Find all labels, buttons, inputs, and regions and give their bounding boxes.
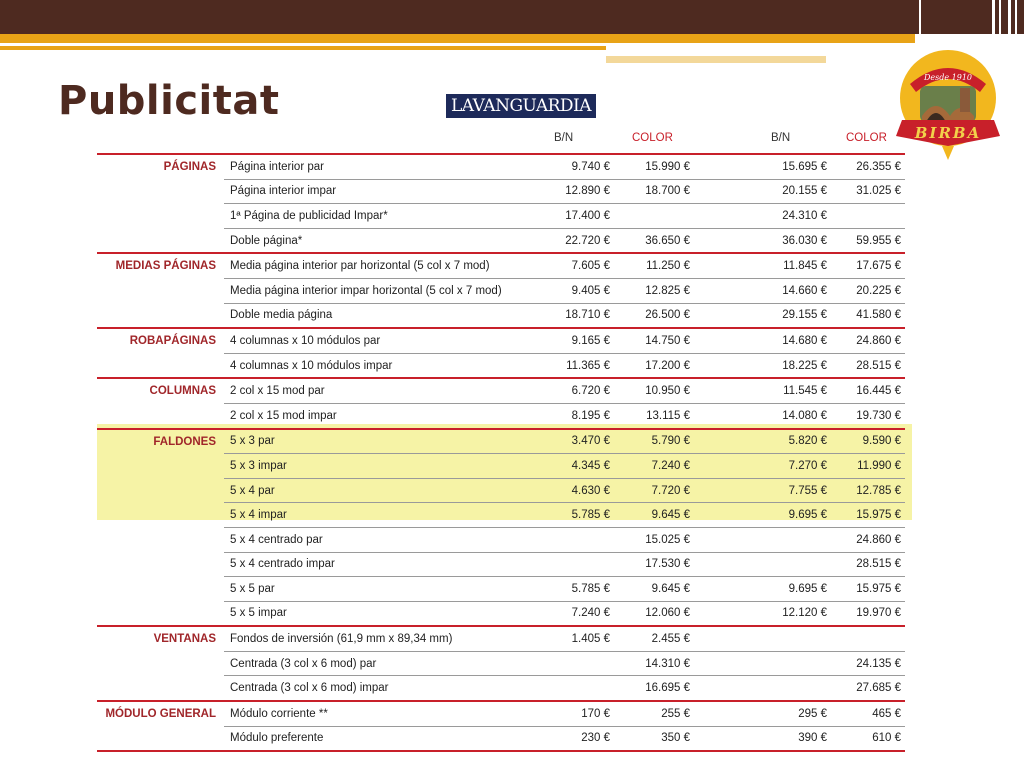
price-bn-1: 230 € (528, 726, 610, 751)
price-color-2: 19.970 € (856, 607, 901, 620)
row-description: Módulo corriente ** (224, 701, 528, 726)
col-header-bn-2: B/N (771, 132, 791, 144)
category-label (97, 278, 224, 303)
category-label: PÁGINAS (97, 154, 224, 179)
category-label (97, 577, 224, 602)
table-row (97, 726, 905, 751)
price-bn-1: 4.345 € (528, 454, 610, 479)
table-row (97, 429, 905, 454)
price-bn-1: 1.405 € (528, 626, 610, 651)
price-bn-2: 12.120 € (782, 607, 827, 620)
price-color-2: 24.860 € (827, 328, 905, 353)
col-header-color-2: COLOR (846, 132, 887, 144)
table-row (97, 478, 905, 503)
price-bn-2: 9.695 € (690, 503, 827, 528)
row-description: 5 x 5 par (224, 577, 528, 602)
price-color-1: 7.240 € (610, 454, 690, 479)
price-bn-2: 14.680 € (690, 328, 827, 353)
price-color-2: 12.785 € (827, 478, 905, 503)
price-bn-2: 9.695 € (690, 577, 827, 602)
price-bn-2: 14.660 € (690, 278, 827, 303)
price-bn-1: 9.165 € (528, 328, 610, 353)
price-bn-2: 390 € (690, 726, 827, 751)
col-header-color-1: COLOR (632, 132, 673, 144)
row-description: 2 col x 15 mod par (224, 378, 528, 403)
category-label: MÓDULO GENERAL (97, 701, 224, 726)
row-description: Doble media página (230, 309, 333, 322)
la-vanguardia-logo: LAVANGUARDIA (446, 94, 596, 118)
price-bn-1: 17.400 € (528, 204, 610, 229)
price-color-2: 16.445 € (827, 378, 905, 403)
row-description: Fondos de inversión (61,9 mm x 89,34 mm) (224, 626, 528, 651)
row-description: Página interior impar (224, 179, 528, 204)
price-bn-2: 29.155 € (782, 309, 827, 322)
row-description: Doble página* (230, 234, 303, 247)
category-label (97, 651, 224, 676)
price-bn-1: 22.720 € (565, 234, 610, 247)
price-color-1: 9.645 € (610, 503, 690, 528)
category-label (97, 527, 224, 552)
table-row (97, 403, 905, 428)
header-gold-stripe (0, 34, 915, 43)
category-label: COLUMNAS (97, 378, 224, 403)
price-bn-2: 11.845 € (690, 253, 827, 278)
category-label: VENTANAS (97, 626, 224, 651)
price-bn-1: 7.605 € (528, 253, 610, 278)
col-header-bn-1: B/N (554, 132, 574, 144)
price-color-2: 28.515 € (856, 359, 901, 372)
category-label (97, 403, 224, 428)
price-color-2: 24.135 € (827, 651, 905, 676)
price-color-2: 26.355 € (827, 154, 905, 179)
row-description: 5 x 3 impar (224, 454, 528, 479)
price-color-2: 27.685 € (856, 682, 901, 695)
table-row (97, 701, 905, 726)
price-bn-1 (528, 651, 610, 676)
price-bn-1: 9.740 € (528, 154, 610, 179)
row-description: Centrada (3 col x 6 mod) impar (230, 682, 389, 695)
category-label (97, 303, 224, 328)
header-gold-line (0, 46, 606, 50)
table-row (97, 378, 905, 403)
price-color-1: 16.695 € (645, 682, 690, 695)
price-bn-1: 7.240 € (571, 607, 610, 620)
price-bn-2: 7.755 € (690, 478, 827, 503)
price-color-2 (827, 204, 905, 229)
table-row (97, 278, 905, 303)
price-color-1: 7.720 € (610, 478, 690, 503)
table-row (97, 353, 905, 378)
category-label (97, 478, 224, 503)
price-color-2: 610 € (827, 726, 905, 751)
category-label: ROBAPÁGINAS (97, 328, 224, 353)
price-bn-2: 5.820 € (690, 429, 827, 454)
price-color-2: 59.955 € (856, 234, 901, 247)
row-description: 5 x 4 par (224, 478, 528, 503)
price-bn-2: 24.310 € (690, 204, 827, 229)
price-bn-2: 11.545 € (690, 378, 827, 403)
row-description: 5 x 4 centrado par (224, 527, 528, 552)
price-color-1: 2.455 € (610, 626, 690, 651)
price-color-2: 19.730 € (856, 409, 901, 422)
price-bn-1 (528, 676, 610, 701)
price-color-1: 255 € (610, 701, 690, 726)
header-pale-line (606, 56, 826, 63)
category-label (97, 454, 224, 479)
price-color-2: 15.975 € (827, 577, 905, 602)
category-label (97, 601, 224, 626)
price-bn-1: 11.365 € (566, 359, 610, 372)
price-bn-1: 8.195 € (571, 409, 610, 422)
price-color-2: 24.860 € (827, 527, 905, 552)
table-row (97, 601, 905, 626)
price-bn-2: 18.225 € (782, 359, 827, 372)
row-description: 4 columnas x 10 módulos par (224, 328, 528, 353)
price-bn-1: 3.470 € (528, 429, 610, 454)
price-color-2: 20.225 € (827, 278, 905, 303)
price-bn-1: 170 € (528, 701, 610, 726)
table-row (97, 303, 905, 328)
category-label (97, 228, 224, 253)
price-bn-2: 15.695 € (690, 154, 827, 179)
price-color-2 (827, 626, 905, 651)
slide-title: Publicitat (58, 78, 280, 124)
category-label (97, 204, 224, 229)
row-description: 5 x 4 impar (224, 503, 528, 528)
price-bn-1: 9.405 € (528, 278, 610, 303)
table-row (97, 253, 905, 278)
table-row (97, 154, 905, 179)
price-bn-1: 5.785 € (528, 577, 610, 602)
price-bn-1 (528, 527, 610, 552)
table-row (97, 651, 905, 676)
row-description: 5 x 5 impar (230, 607, 287, 620)
header-bar (0, 0, 915, 34)
price-color-2: 31.025 € (827, 179, 905, 204)
price-color-2: 9.590 € (827, 429, 905, 454)
row-description: Media página interior impar horizontal (5 col x 7 mod) (224, 278, 528, 303)
price-bn-1: 6.720 € (528, 378, 610, 403)
price-bn-2: 36.030 € (782, 234, 827, 247)
category-label (97, 552, 224, 577)
table-row (97, 328, 905, 353)
table-row (97, 204, 905, 229)
row-description: 2 col x 15 mod impar (230, 409, 337, 422)
advertising-rates-table (97, 153, 905, 752)
row-description: Media página interior par horizontal (5 col x 7 mod) (224, 253, 528, 278)
price-color-1: 17.200 € (645, 359, 690, 372)
birba-name: BIRBA (914, 124, 982, 142)
price-color-1: 15.990 € (610, 154, 690, 179)
category-label (97, 676, 224, 701)
price-color-2: 11.990 € (827, 454, 905, 479)
category-label: MEDIAS PÁGINAS (97, 253, 224, 278)
price-color-2: 17.675 € (827, 253, 905, 278)
price-bn-2: 7.270 € (690, 454, 827, 479)
price-bn-1 (528, 552, 610, 577)
row-description: Página interior par (224, 154, 528, 179)
table-row (97, 179, 905, 204)
price-bn-1: 5.785 € (528, 503, 610, 528)
table-row (97, 577, 905, 602)
price-color-1: 12.825 € (610, 278, 690, 303)
price-color-1: 13.115 € (646, 409, 690, 422)
price-bn-2 (690, 676, 827, 701)
row-description: 5 x 4 centrado impar (224, 552, 528, 577)
price-color-2: 15.975 € (827, 503, 905, 528)
header-corner-stripes (915, 0, 1024, 34)
row-description: Módulo preferente (224, 726, 528, 751)
price-bn-2: 20.155 € (690, 179, 827, 204)
price-color-1: 350 € (610, 726, 690, 751)
table-row (97, 454, 905, 479)
birba-tagline: Desde 1910 (923, 73, 973, 82)
category-label (97, 179, 224, 204)
price-color-1: 12.060 € (645, 607, 690, 620)
table-row (97, 552, 905, 577)
price-color-1: 14.750 € (610, 328, 690, 353)
category-label (97, 503, 224, 528)
table-row (97, 503, 905, 528)
category-label (97, 353, 224, 378)
table-row (97, 228, 905, 253)
price-bn-2 (690, 626, 827, 651)
price-bn-2 (690, 527, 827, 552)
price-bn-2 (690, 552, 827, 577)
price-color-1: 18.700 € (610, 179, 690, 204)
price-color-2: 41.580 € (856, 309, 901, 322)
table-row (97, 676, 905, 701)
price-bn-1: 12.890 € (528, 179, 610, 204)
price-bn-1: 4.630 € (528, 478, 610, 503)
row-description: 1ª Página de publicidad Impar* (224, 204, 528, 229)
category-label (97, 726, 224, 751)
price-bn-2: 295 € (690, 701, 827, 726)
price-color-1: 36.650 € (645, 234, 690, 247)
price-color-2: 28.515 € (827, 552, 905, 577)
row-description: 4 columnas x 10 módulos impar (230, 359, 393, 372)
price-color-1: 15.025 € (610, 527, 690, 552)
price-color-2: 465 € (827, 701, 905, 726)
price-bn-2 (690, 651, 827, 676)
price-bn-2: 14.080 € (782, 409, 827, 422)
row-description: Centrada (3 col x 6 mod) par (224, 651, 528, 676)
price-color-1: 5.790 € (610, 429, 690, 454)
price-color-1: 9.645 € (610, 577, 690, 602)
table-row (97, 527, 905, 552)
price-color-1: 10.950 € (610, 378, 690, 403)
row-description: 5 x 3 par (224, 429, 528, 454)
price-color-1: 11.250 € (610, 253, 690, 278)
category-label: FALDONES (97, 429, 224, 454)
price-color-1: 26.500 € (645, 309, 690, 322)
price-bn-1: 18.710 € (565, 309, 610, 322)
birba-logo (888, 42, 1008, 162)
price-color-1 (610, 204, 690, 229)
price-color-1: 14.310 € (610, 651, 690, 676)
price-color-1: 17.530 € (610, 552, 690, 577)
table-row (97, 626, 905, 651)
